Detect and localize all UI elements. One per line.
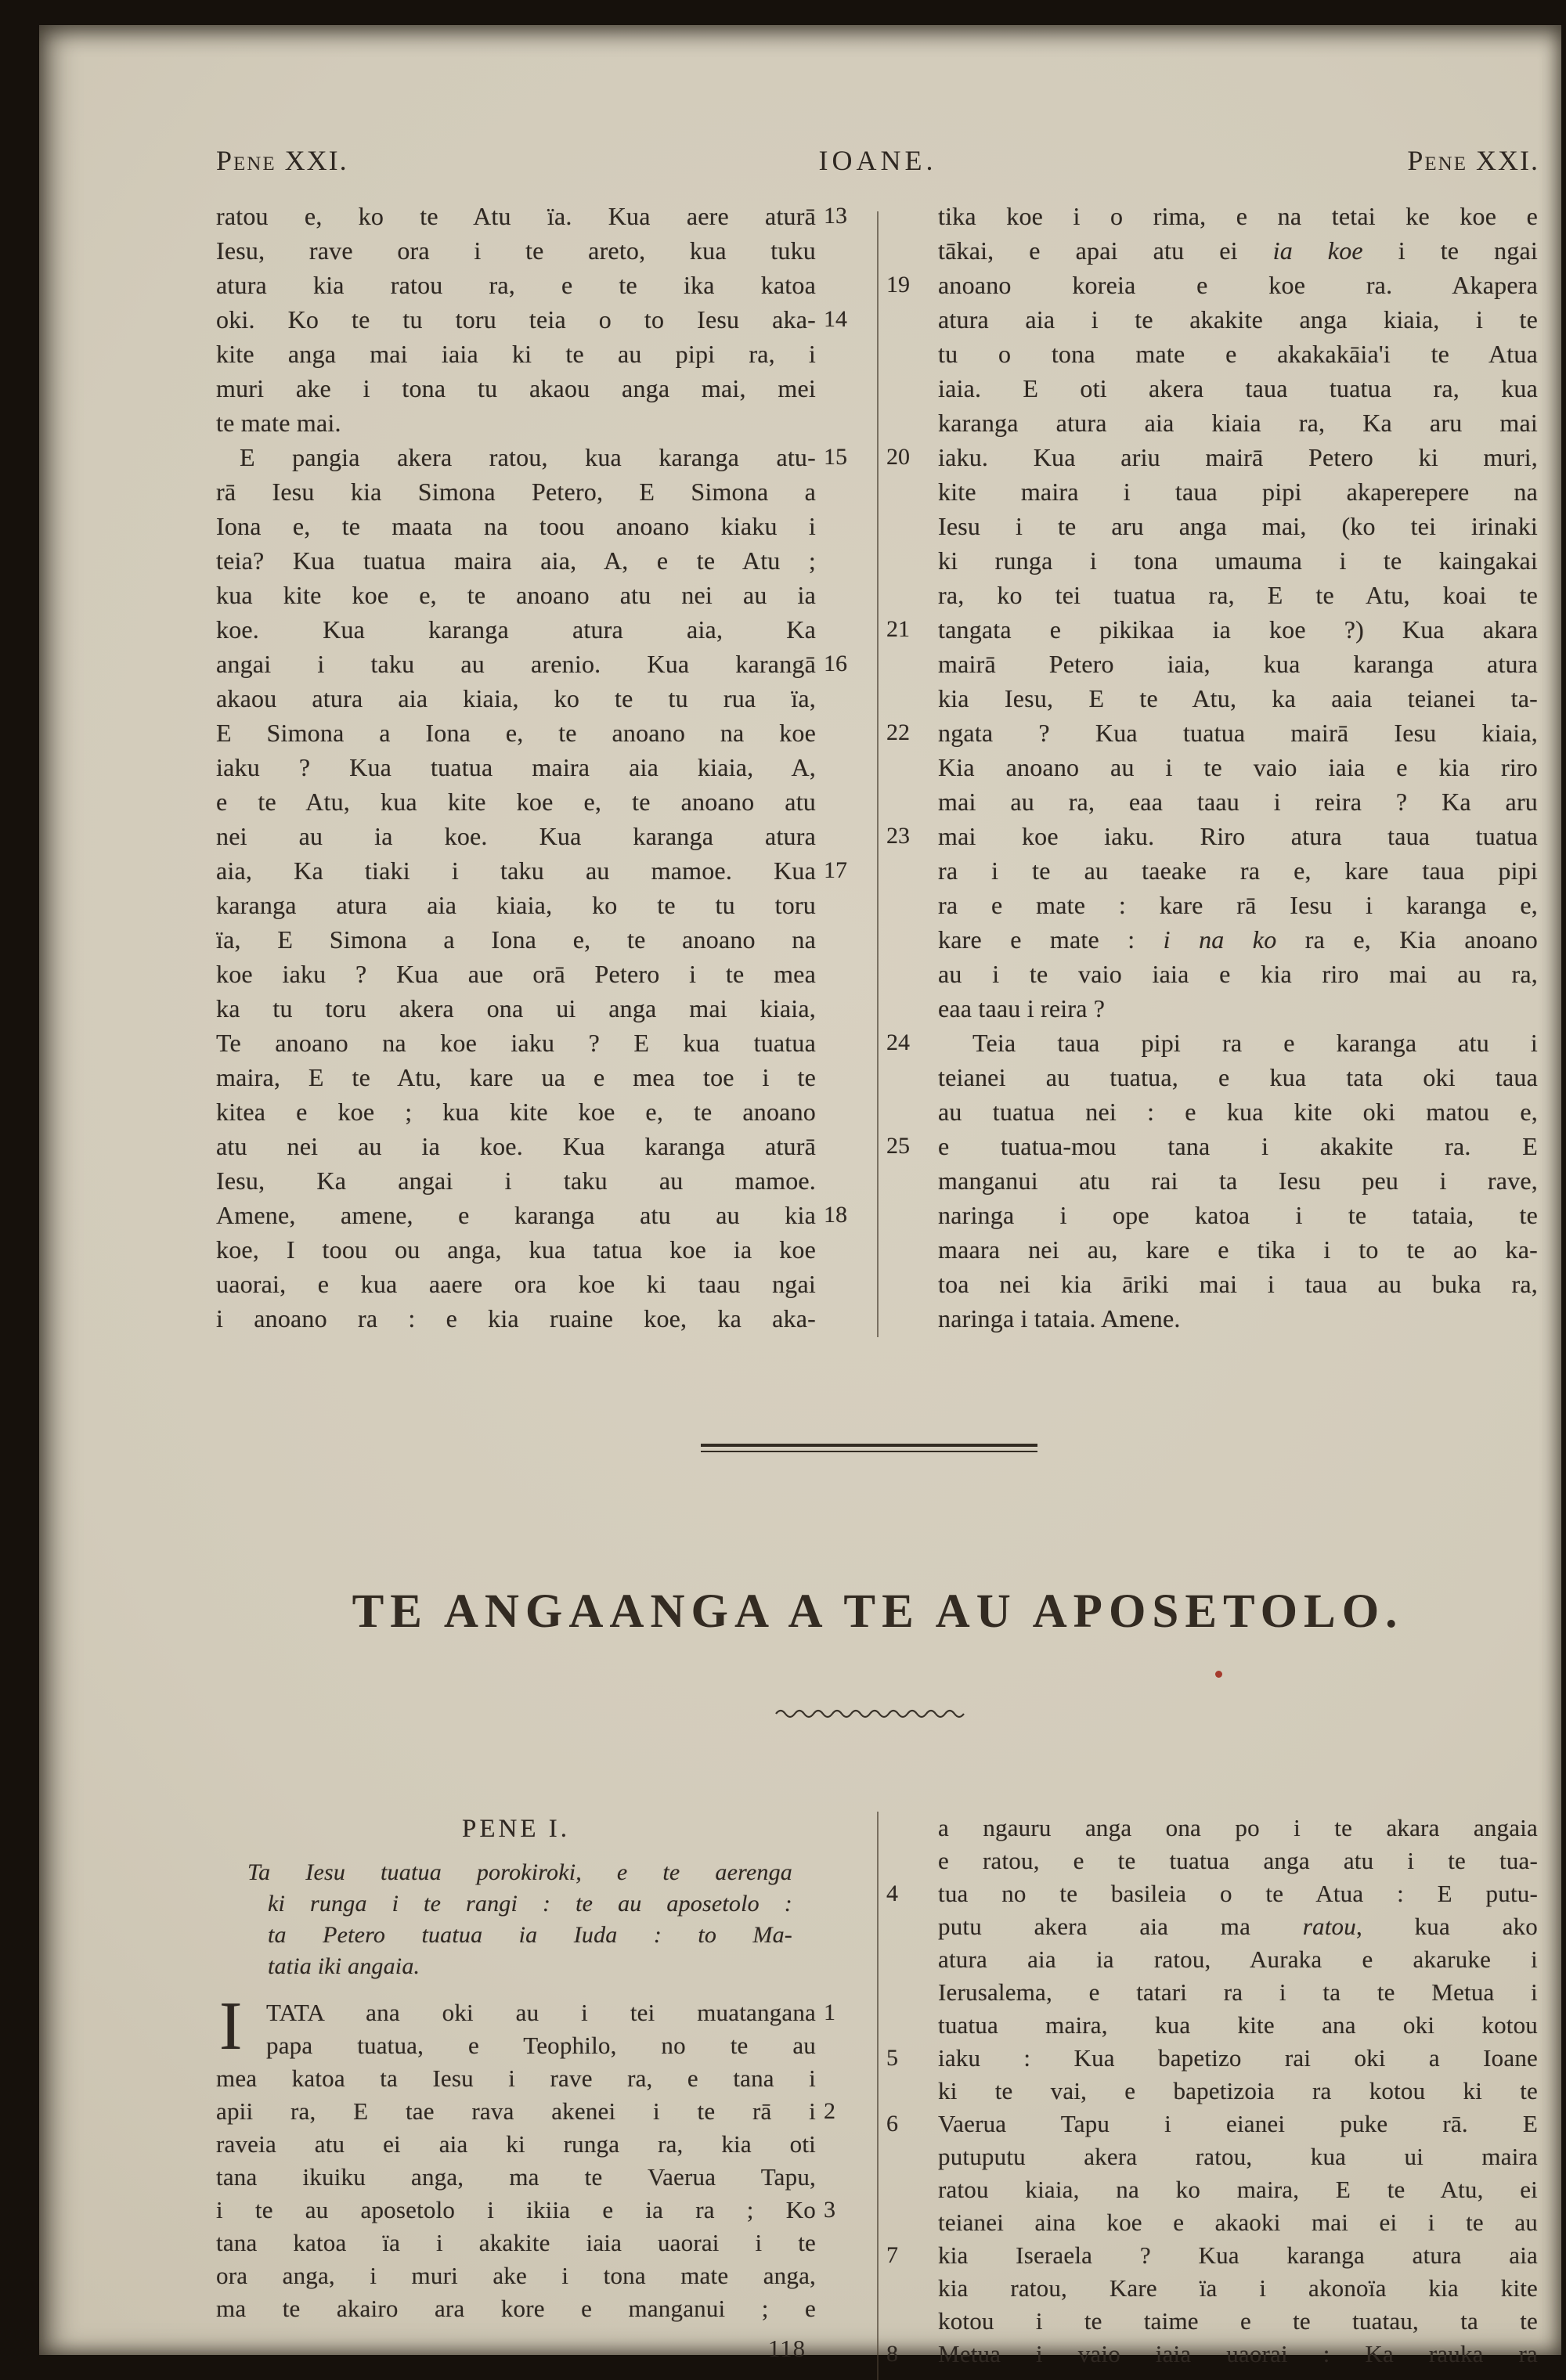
line-text: Iesu, Ka angai i taku au mamoe.: [216, 1167, 816, 1195]
text-line: [216, 371, 816, 406]
verse-number: 8: [886, 2341, 898, 2367]
line-text: iaia. E oti akera taua tuatua ra, kua: [938, 374, 1538, 402]
text-line: [216, 2062, 816, 2095]
line-text: akaou atura aia kiaia, ko te tu rua ïa,: [216, 684, 816, 712]
text-line: [216, 474, 816, 509]
line-text: ratou kiaia, na ko maira, E te Atu, ei: [938, 2176, 1538, 2203]
text-line: [938, 2075, 1538, 2108]
ink-spot: [1215, 1671, 1222, 1678]
column-rule-acts: [877, 1812, 879, 2380]
text-line: [216, 750, 816, 784]
line-text: iaku : Kua bapetizo rai oki a Ioane: [938, 2044, 1538, 2072]
line-text: a ngauru anga ona po i te akara angaia: [938, 1814, 1538, 1841]
text-line: [938, 853, 1538, 888]
text-line: [938, 784, 1538, 819]
line-text: Ierusalema, e tatari ra i ta te Metua i: [938, 1978, 1538, 2006]
line-text: mea katoa ta Iesu i rave ra, e tana i: [216, 2064, 816, 2092]
text-line: [938, 2272, 1538, 2305]
line-text: tuatua maira, kua kite ana oki kotou: [938, 2011, 1538, 2039]
text-line: [938, 371, 1538, 406]
text-line: [886, 2338, 1538, 2371]
text-line: [216, 1094, 816, 1129]
text-line: [938, 2140, 1538, 2173]
line-text: anoano koreia e koe ra. Akapera: [938, 271, 1538, 299]
line-text: naringa i ope katoa i te tataia, te: [938, 1201, 1538, 1229]
text-line: [216, 268, 816, 302]
line-text: aia, Ka tiaki i taku au mamoe. Kua: [216, 856, 816, 885]
line-text: tākai, e apai atu ei ia koe i te ngai: [938, 236, 1539, 265]
verse-number: 2: [824, 2098, 835, 2124]
text-line: [216, 199, 847, 233]
text-line: [886, 268, 1538, 302]
squiggle-divider: [774, 1708, 969, 1719]
line-text: apii ra, E tae rava akenei i te rā i: [216, 2097, 816, 2125]
text-line: [938, 406, 1538, 440]
line-text: e ratou, e te tuatua anga atu i te tua-: [938, 1847, 1538, 1874]
line-text: koe. Kua karanga atura aia, Ka: [216, 615, 816, 644]
line-text: uaorai, e kua aaere ora koe ki taau ngai: [216, 1270, 816, 1298]
text-line: [938, 957, 1538, 991]
line-text: mai au ra, eaa taau i reira ? Ka aru: [938, 788, 1538, 816]
line-text: mairā Petero iaia, kua karanga atura: [938, 650, 1538, 678]
line-text: ta Petero tuatua ia Iuda : to Ma-: [268, 1922, 792, 1948]
line-text: ïa, E Simona a Iona e, te anoano na: [216, 925, 816, 954]
text-line: [938, 1232, 1538, 1267]
line-text: koe, I toou ou anga, kua tatua koe ia koe: [216, 1235, 816, 1264]
line-text: raveia atu ei aia ki runga ra, kia oti: [216, 2130, 816, 2158]
verse-number: 22: [886, 719, 910, 745]
text-line: [886, 1129, 1538, 1163]
line-text: Amene, amene, e karanga atu au kia: [216, 1201, 816, 1229]
text-line: [938, 991, 1538, 1026]
john-left-column: [216, 199, 847, 1336]
line-text: kitea e koe ; kua kite koe e, te anoano: [216, 1098, 816, 1126]
text-line: [938, 1910, 1538, 1943]
text-line: [886, 612, 1538, 647]
chapter-summary: [247, 1857, 792, 1982]
line-text: ki runga i tona umauma i te kaingakai: [938, 546, 1538, 575]
line-text: karanga atura aia kiaia ra, Ka aru mai: [938, 409, 1538, 437]
text-line: [886, 2239, 1538, 2272]
text-line: [938, 2173, 1538, 2206]
line-text: atu nei au ia koe. Kua karanga aturā: [216, 1132, 816, 1160]
text-line: [247, 1920, 792, 1951]
line-text: kia ratou, Kare ïa i akonoïa kia kite: [938, 2274, 1538, 2302]
text-line: [216, 406, 816, 440]
text-line: [886, 2042, 1538, 2075]
line-text: papa tuatua, e Teophilo, no te au: [266, 2032, 816, 2059]
line-text: putu akera aia ma ratou, kua ako: [938, 1913, 1538, 1940]
text-line: [216, 1232, 816, 1267]
text-line: [216, 2161, 816, 2194]
line-text: ra i te au taeake ra e, kare taua pipi: [938, 856, 1538, 885]
text-line: [216, 819, 816, 853]
text-line: [216, 337, 816, 371]
text-line: [938, 2305, 1538, 2338]
book-page: [39, 25, 1561, 2367]
line-text: karanga atura aia kiaia, ko te tu toru: [216, 891, 816, 919]
line-text: au tuatua nei : e kua kite oki matou e,: [938, 1098, 1538, 1126]
verse-number: 3: [824, 2197, 835, 2223]
line-text: putuputu akera ratou, kua ui maira: [938, 2143, 1538, 2170]
text-line: [938, 474, 1538, 509]
verse-number: 21: [886, 616, 910, 642]
line-text: muri ake i tona tu akaou anga mai, mei: [216, 374, 816, 402]
line-text: oki. Ko te tu toru teia o to Iesu aka-: [216, 305, 816, 334]
line-text: Te anoano na koe iaku ? E kua tuatua: [216, 1029, 816, 1057]
verse-number: 1: [824, 2000, 835, 2025]
line-text: rā Iesu kia Simona Petero, E Simona a: [216, 478, 816, 506]
line-text: e tuatua-mou tana i akakite ra. E: [938, 1132, 1538, 1160]
text-line: [938, 888, 1538, 922]
acts-book-title: TE ANGAANGA A TE AU APOSETOLO.: [352, 1585, 1404, 1638]
line-text: maara nei au, kare e tika i to te ao ka-: [938, 1235, 1538, 1264]
text-line: [886, 2108, 1538, 2140]
text-line: [886, 440, 1538, 474]
verse-number: 14: [824, 306, 847, 332]
verse-number: 18: [824, 1202, 847, 1228]
text-line: [216, 957, 816, 991]
verse-number: 25: [886, 1133, 910, 1159]
john-right-column: [886, 199, 1539, 1336]
text-line: [216, 888, 816, 922]
text-line: [216, 543, 816, 578]
text-line: [216, 1060, 816, 1094]
line-text: naringa i tataia. Amene.: [938, 1304, 1181, 1332]
section-divider: [701, 1444, 1037, 1452]
text-line: [938, 1812, 1538, 1844]
text-line: [216, 612, 816, 647]
text-line: [938, 2206, 1538, 2239]
line-text: koe iaku ? Kua aue orā Petero i te mea: [216, 960, 816, 988]
line-text: toa nei kia āriki mai i taua au buka ra,: [938, 1270, 1538, 1298]
line-text: manganui atu rai ta Iesu peu i rave,: [938, 1167, 1538, 1195]
divider-rule-thick: [701, 1444, 1037, 1447]
text-line: [216, 853, 847, 888]
line-text: ngata ? Kua tuatua mairā Iesu kiaia,: [938, 719, 1538, 747]
line-text: ora anga, i muri ake i tona mate anga,: [216, 2262, 816, 2289]
text-line: [938, 302, 1538, 337]
column-rule-john: [877, 211, 879, 1337]
line-text: maira, E te Atu, kare ua e mea toe i te: [216, 1063, 816, 1091]
text-line: [938, 681, 1538, 716]
text-line: [938, 1267, 1538, 1301]
verse-number: 20: [886, 444, 910, 470]
text-line: [247, 1888, 792, 1920]
text-line: [938, 922, 1538, 957]
text-line: [886, 1026, 1538, 1060]
text-line: [216, 2095, 835, 2128]
verse-number: 23: [886, 823, 910, 849]
line-text: tua no te basileia o te Atua : E putu-: [938, 1880, 1538, 1907]
text-line: [216, 1198, 847, 1232]
text-line: [938, 2009, 1538, 2042]
line-text: te mate mai.: [216, 409, 341, 437]
line-text: ki te vai, e bapetizoia ra kotou ki te: [938, 2077, 1538, 2104]
line-text: Iona e, te maata na toou anoano kiaku i: [216, 512, 816, 540]
text-line: [938, 543, 1538, 578]
text-line: [886, 1877, 1538, 1910]
text-line: [216, 2029, 816, 2062]
line-text: ratou e, ko te Atu ïa. Kua aere aturā: [216, 202, 816, 230]
text-line: [938, 1976, 1538, 2009]
line-text: e te Atu, kua kite koe e, te anoano atu: [216, 788, 816, 816]
line-text: ki runga i te rangi : te au aposetolo :: [268, 1891, 792, 1917]
line-text: teianei au tuatua, e kua tata oki taua: [938, 1063, 1538, 1091]
acts-left-column: [216, 1812, 835, 2325]
text-line: [247, 1857, 792, 1888]
line-text: tika koe i o rima, e na tetai ke koe e: [938, 202, 1538, 230]
verse-number: 13: [824, 203, 847, 229]
text-line: [938, 1163, 1538, 1198]
line-text: iaku. Kua ariu mairā Petero ki muri,: [938, 443, 1538, 471]
text-line: [216, 991, 816, 1026]
text-line: [216, 2259, 816, 2292]
line-text: atura aia ia ratou, Auraka e akaruke i: [938, 1945, 1538, 1973]
verse-number: 24: [886, 1030, 910, 1055]
line-text: ra e mate : kare rā Iesu i karanga e,: [938, 891, 1538, 919]
text-line: [886, 819, 1538, 853]
line-text: kite anga mai iaia ki te au pipi ra, i: [216, 340, 816, 368]
text-line: [216, 922, 816, 957]
line-text: au i te vaio iaia e kia riro mai au ra,: [938, 960, 1538, 988]
text-line: [216, 784, 816, 819]
verse-number: 7: [886, 2242, 898, 2268]
text-line: [938, 233, 1538, 268]
running-header: [216, 144, 1539, 180]
text-line: [216, 647, 847, 681]
line-text: tu o tona mate e akakakāia'i te Atua: [938, 340, 1538, 368]
verse-number: 15: [824, 444, 847, 470]
text-line: [938, 509, 1538, 543]
running-header-chapter-right: Pene XXI.: [1407, 145, 1539, 176]
line-text: Teia taua pipi ra e karanga atu i: [972, 1029, 1538, 1057]
text-line: [938, 1943, 1538, 1976]
text-line: [247, 1951, 792, 1982]
line-text: teia? Kua tuatua maira aia, A, e te Atu ;: [216, 546, 816, 575]
text-line: [938, 1844, 1538, 1877]
line-text: atura aia i te akakite anga kiaia, i te: [938, 305, 1538, 334]
text-line: [216, 233, 816, 268]
text-line: [216, 509, 816, 543]
line-text: tatia iki angaia.: [268, 1953, 420, 1979]
text-line: [216, 440, 847, 474]
line-text: eaa taau i reira ?: [938, 994, 1106, 1022]
line-text: i te au aposetolo i ikiia e ia ra ; Ko: [216, 2196, 816, 2223]
line-text: kite maira i taua pipi akaperepere na: [938, 478, 1538, 506]
text-line: [938, 750, 1538, 784]
line-text: tana katoa ïa i akakite iaia uaorai i te: [216, 2229, 816, 2256]
line-text: teianei aina koe e akaoki mai ei i te au: [938, 2209, 1538, 2236]
line-text: Ta Iesu tuatua porokiroki, e te aerenga: [247, 1859, 792, 1885]
text-line: [216, 302, 847, 337]
line-text: Iesu, rave ora i te areto, kua tuku: [216, 236, 816, 265]
line-text: ma te akairo ara kore e manganui ; e: [216, 2295, 816, 2322]
line-text: tana ikuiku anga, ma te Vaerua Tapu,: [216, 2163, 816, 2191]
verse-number: 16: [824, 651, 847, 676]
line-text: kotou i te taime e te tuatau, ta te: [938, 2307, 1538, 2335]
text-line: [216, 1026, 816, 1060]
text-line: [938, 199, 1538, 233]
text-line: [216, 2292, 816, 2325]
text-line: [216, 578, 816, 612]
line-text: mai koe iaku. Riro atura taua tuatua: [938, 822, 1538, 850]
line-text: angai i taku au arenio. Kua karangā: [216, 650, 816, 678]
text-line: [938, 578, 1538, 612]
line-text: E Simona a Iona e, te anoano na koe: [216, 719, 816, 747]
text-line: [938, 1060, 1538, 1094]
line-text: Kia anoano au i te vaio iaia e kia riro: [938, 753, 1538, 781]
line-text: TATA ana oki au i tei muatangana: [266, 1999, 816, 2026]
running-header-book-title: IOANE.: [818, 145, 937, 176]
verse-number: 4: [886, 1881, 898, 1906]
line-text: ra, ko tei tuatua ra, E te Atu, koai te: [938, 581, 1538, 609]
page-number: 118: [767, 2335, 806, 2362]
line-text: Metua i vaio iaia uaorai : Ka rauka ra: [938, 2340, 1538, 2367]
verse-number: 6: [886, 2111, 898, 2137]
line-text: kia Iesu, E te Atu, ka aaia teianei ta-: [938, 684, 1538, 712]
line-text: tangata e pikikaa ia koe ?) Kua akara: [938, 615, 1538, 644]
text-line: [886, 716, 1538, 750]
line-text: i anoano ra : e kia ruaine koe, ka aka-: [216, 1304, 816, 1332]
verse-number: 5: [886, 2045, 898, 2071]
text-line: [938, 1094, 1538, 1129]
text-line: [216, 681, 816, 716]
divider-rule-thin: [701, 1451, 1037, 1452]
acts-right-column: [886, 1812, 1538, 2371]
text-line: [938, 1198, 1538, 1232]
acts-left-text: [216, 1989, 835, 2325]
text-line: [216, 2227, 816, 2259]
line-text: E pangia akera ratou, kua karanga atu-: [240, 443, 816, 471]
line-text: kare e mate : i na ko ra e, Kia anoano: [938, 925, 1538, 954]
line-text: atura kia ratou ra, e te ika katoa: [216, 271, 816, 299]
text-line: [216, 1129, 816, 1163]
line-text: kua kite koe e, te anoano atu nei au ia: [216, 581, 816, 609]
verse-number: 19: [886, 272, 910, 298]
text-line: [216, 716, 816, 750]
line-text: iaku ? Kua tuatua maira aia kiaia, A,: [216, 753, 816, 781]
line-text: kia Iseraela ? Kua karanga atura aia: [938, 2241, 1538, 2269]
line-text: Iesu i te aru anga mai, (ko tei irinaki: [938, 512, 1538, 540]
line-text: Vaerua Tapu i eianei puke rā. E: [938, 2110, 1538, 2137]
text-line: [216, 2128, 816, 2161]
text-line: [938, 337, 1538, 371]
text-line: [216, 1301, 816, 1336]
verse-number: 17: [824, 857, 847, 883]
text-line: [216, 1267, 816, 1301]
line-text: ka tu toru akera ona ui anga mai kiaia,: [216, 994, 816, 1022]
line-text: nei au ia koe. Kua karanga atura: [216, 822, 816, 850]
text-line: [938, 1301, 1538, 1336]
text-line: [216, 1163, 816, 1198]
chapter-heading: PENE I.: [462, 1815, 570, 1843]
text-line: [938, 647, 1538, 681]
drop-cap: I: [219, 1989, 243, 2064]
text-line: [216, 2194, 835, 2227]
running-header-chapter-left: Pene XXI.: [216, 145, 348, 176]
